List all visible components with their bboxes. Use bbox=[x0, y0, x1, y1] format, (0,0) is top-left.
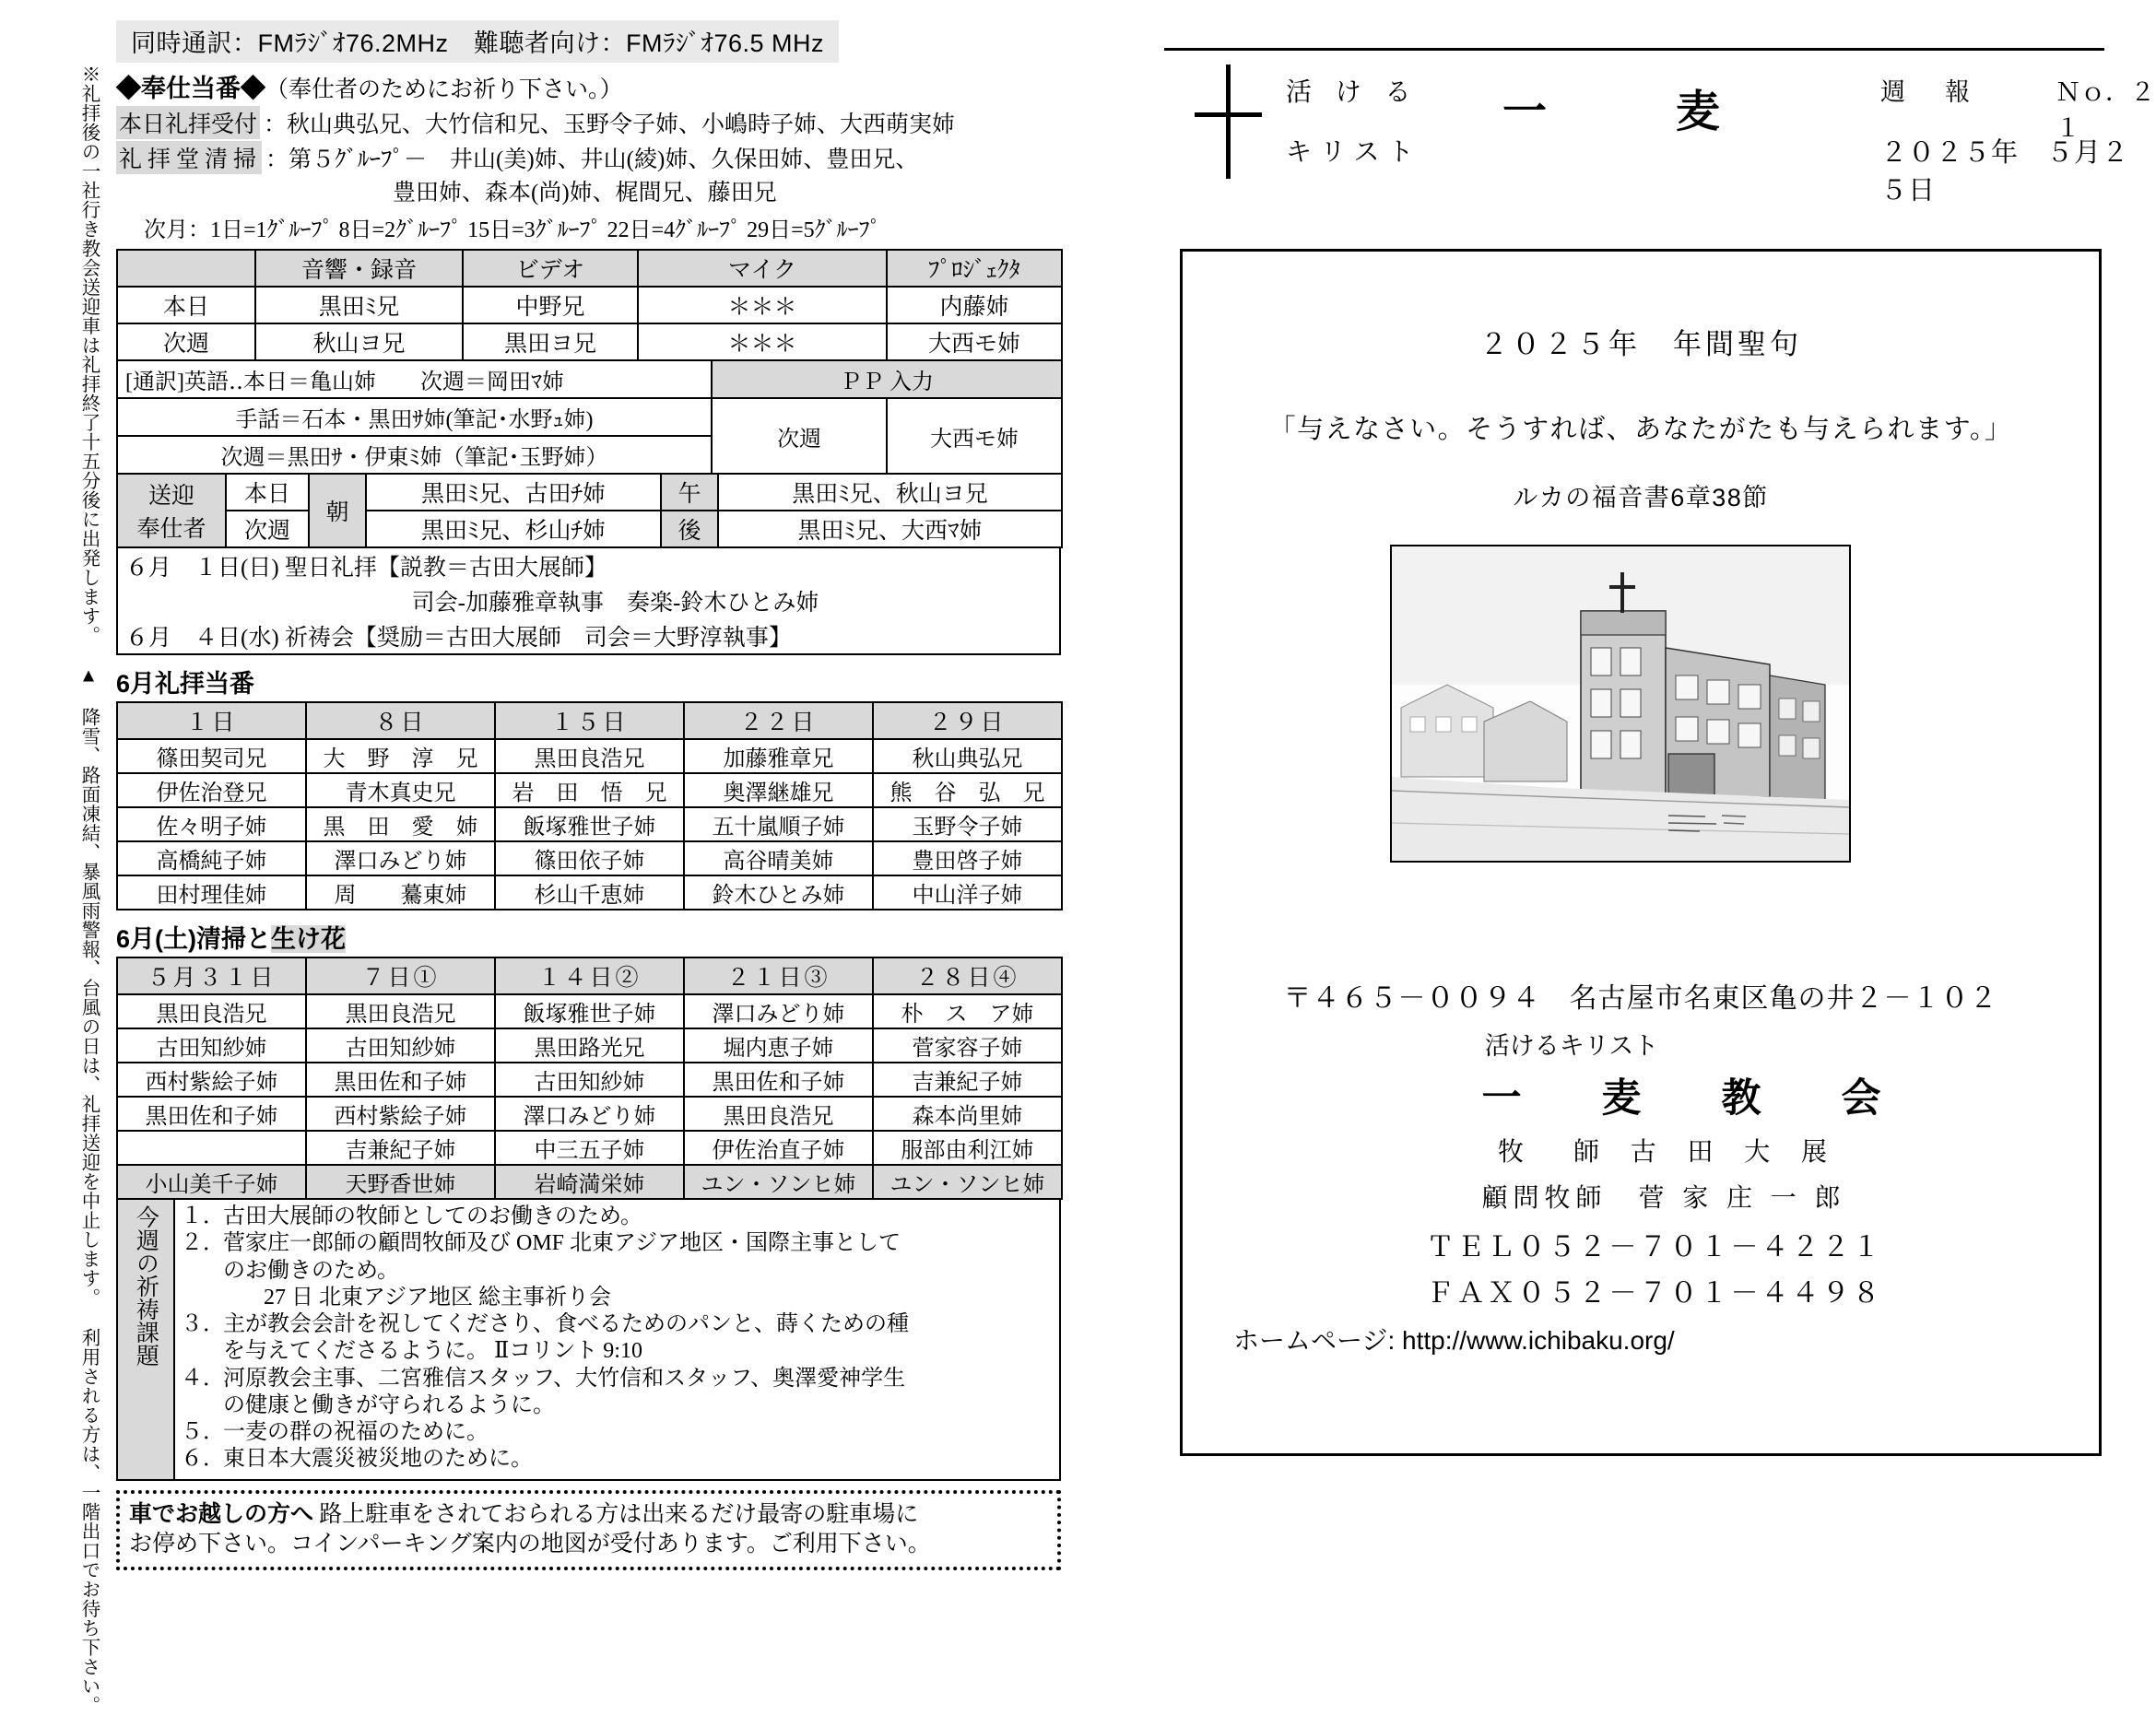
cell: 篠田契司兄 bbox=[117, 739, 306, 773]
transport-afternoon-label-2: 後 bbox=[661, 511, 718, 547]
transport-morning-today: 黒田ﾐ兄、古田ﾁ姉 bbox=[366, 474, 661, 511]
table-row bbox=[117, 994, 1062, 1028]
transport-table bbox=[116, 473, 1063, 548]
pp-input-label: 次週 bbox=[712, 398, 887, 474]
av-row-next bbox=[117, 323, 1062, 360]
cell: 澤口みどり姉 bbox=[306, 841, 495, 875]
av-row-today bbox=[117, 287, 1062, 323]
cell: 青木真史兄 bbox=[306, 773, 495, 807]
june-cleaning-header-4: ２１日③ bbox=[684, 957, 873, 994]
left-content bbox=[116, 20, 1061, 1570]
cell: 秋山典弘兄 bbox=[873, 739, 1062, 773]
av-row-next-mic: ＊＊＊ bbox=[638, 323, 887, 360]
cell: 熊 谷 弘 兄 bbox=[873, 773, 1062, 807]
prayer-text: 古田大展師の牧師としてのお働きのため。 bbox=[223, 1204, 643, 1228]
list-item bbox=[181, 1392, 1054, 1419]
av-row-today-sound: 黒田ﾐ兄 bbox=[255, 287, 463, 323]
june-cleaning-title-plain: 6月(土)清掃と bbox=[116, 925, 271, 953]
cell: 飯塚雅世子姉 bbox=[495, 807, 684, 841]
reception-label: 本日礼拝受付 bbox=[116, 106, 260, 139]
service-row-2 bbox=[117, 583, 1060, 618]
cell bbox=[117, 1131, 306, 1165]
cell: 豊田啓子姉 bbox=[873, 841, 1062, 875]
av-row-today-label: 本日 bbox=[117, 287, 255, 323]
list-item bbox=[181, 1311, 1054, 1338]
av-header-sound: 音響・録音 bbox=[255, 250, 463, 287]
prayer-num: ３． bbox=[181, 1312, 225, 1337]
advisor-pastor-name: 顧問牧師 菅 家 庄 一 郎 bbox=[1481, 1183, 1846, 1212]
car-notice-heading: 車でお越しの方へ bbox=[129, 1500, 314, 1527]
cell: 飯塚雅世子姉 bbox=[495, 994, 684, 1028]
duty-heading-text: ◆奉仕当番◆ bbox=[116, 75, 265, 102]
cell: 古田知紗姉 bbox=[306, 1028, 495, 1063]
prayer-num: ５． bbox=[181, 1420, 225, 1445]
cell: 黒田路光兄 bbox=[495, 1028, 684, 1063]
cleaning-label: 礼拝堂清掃 bbox=[116, 141, 262, 174]
transport-row-today bbox=[117, 474, 1062, 511]
church-building-sketch bbox=[1392, 546, 1849, 861]
table-row bbox=[117, 1097, 1062, 1131]
cross-icon-horizontal bbox=[1195, 112, 1262, 117]
cell: 西村紫絵子姉 bbox=[117, 1063, 306, 1097]
list-item bbox=[181, 1419, 1054, 1446]
church-telephone: ＴＥＬ０５２－７０１－４２２１ bbox=[1426, 1232, 1883, 1263]
header-divider-rule bbox=[1164, 48, 2104, 51]
prayer-topics-row bbox=[117, 1199, 1060, 1480]
cleaning-value: ：第５ｸﾞﾙｰﾌﾟ－ 井山(美)姉、井山(綾)姉、久保田姉、豊田兄、 bbox=[265, 147, 919, 172]
fm-radio-line: 同時通訳：FMﾗｼﾞｵ76.2MHz 難聴者向け：FMﾗｼﾞｵ76.5 MHz bbox=[116, 20, 839, 63]
cell: 中山洋子姉 bbox=[873, 875, 1062, 910]
list-item bbox=[181, 1446, 1054, 1473]
cell: 周 驀東姉 bbox=[306, 875, 495, 910]
cell: 黒田佐和子姉 bbox=[684, 1063, 873, 1097]
transport-label-line2: 奉仕者 bbox=[136, 517, 206, 542]
av-duty-table bbox=[116, 249, 1063, 361]
table-row bbox=[117, 773, 1062, 807]
cell: 天野香世姉 bbox=[306, 1165, 495, 1199]
interpreter-row-2 bbox=[117, 398, 1062, 436]
cell: 伊佐治直子姉 bbox=[684, 1131, 873, 1165]
reception-value: ：秋山典弘兄、大竹信和兄、玉野令子姉、小嶋時子姉、大西萌実姉 bbox=[264, 112, 956, 137]
prayer-text: 東日本大震災被災地のために。 bbox=[223, 1447, 533, 1472]
list-item bbox=[181, 1258, 1054, 1285]
transport-afternoon-today: 黒田ﾐ兄、秋山ヨ兄 bbox=[718, 474, 1062, 511]
cell: 杉山千恵姉 bbox=[495, 875, 684, 910]
cell: 黒田佐和子姉 bbox=[117, 1097, 306, 1131]
transport-today-label: 本日 bbox=[226, 474, 309, 511]
pp-input-value: 大西モ姉 bbox=[887, 398, 1062, 474]
june-worship-title: 6月礼拝当番 bbox=[116, 670, 255, 698]
church-building-photo bbox=[1390, 545, 1851, 863]
year-verse-reference: ルカの福音書6章38節 bbox=[1513, 484, 1769, 511]
cell: 黒田佐和子姉 bbox=[306, 1063, 495, 1097]
prayer-text: 河原教会主事、二宮雅信スタッフ、大竹信和スタッフ、奥澤愛神学生 bbox=[223, 1366, 906, 1391]
service-line-3: ６月 ４日(水) 祈祷会【奨励＝古田大展師 司会＝大野淳執事】 bbox=[117, 618, 1060, 654]
reception-row bbox=[116, 106, 1061, 139]
service-row-3 bbox=[117, 618, 1060, 654]
cleaning-value-cont: 豊田姉、森本(尚)姉、梶間兄、藤田兄 bbox=[393, 181, 777, 206]
transport-morning-label: 朝 bbox=[309, 474, 366, 547]
cell: 澤口みどり姉 bbox=[495, 1097, 684, 1131]
june-cleaning-header-3: １４日② bbox=[495, 957, 684, 994]
upcoming-services-box bbox=[116, 546, 1061, 655]
av-row-today-projector: 内藤姉 bbox=[887, 287, 1062, 323]
prayer-num: １． bbox=[181, 1204, 225, 1228]
cell: 岩崎満栄姉 bbox=[495, 1165, 684, 1199]
church-postal-address: 〒４６５－００９４ 名古屋市名東区亀の井２－１０２ bbox=[1283, 983, 1998, 1014]
av-header-blank bbox=[117, 250, 255, 287]
june-cleaning-header-1: ５月３１日 bbox=[117, 957, 306, 994]
bulletin-label: 週 報 bbox=[1880, 78, 1977, 106]
av-header-row bbox=[117, 250, 1062, 287]
transport-afternoon-next: 黒田ﾐ兄、大西ﾏ姉 bbox=[718, 511, 1062, 547]
table-row bbox=[117, 807, 1062, 841]
june-cleaning-header-2: ７日① bbox=[306, 957, 495, 994]
cell: 菅家容子姉 bbox=[873, 1028, 1062, 1063]
masthead-ikeru: 活 け る bbox=[1286, 77, 1420, 106]
list-item bbox=[181, 1338, 1054, 1365]
cell: 伊佐治登兄 bbox=[117, 773, 306, 807]
av-row-next-projector: 大西モ姉 bbox=[887, 323, 1062, 360]
cell: 西村紫絵子姉 bbox=[306, 1097, 495, 1131]
interpreter-line-3: 次週＝黒田ｻ・伊東ﾐ姉（筆記･玉野姉） bbox=[117, 436, 712, 474]
cell: 黒田良浩兄 bbox=[684, 1097, 873, 1131]
church-tagline: 活けるキリスト bbox=[1484, 1032, 1659, 1060]
interpreter-row-1 bbox=[117, 360, 1062, 398]
cross-icon-vertical bbox=[1226, 65, 1231, 179]
transport-next-label: 次週 bbox=[226, 511, 309, 547]
transport-label bbox=[117, 474, 226, 547]
cell: 篠田依子姉 bbox=[495, 841, 684, 875]
year-verse-text: 「与えなさい。そうすれば、あなたがたも与えられます。」 bbox=[1268, 415, 2013, 444]
pp-input-header: ＰＰ 入力 bbox=[712, 360, 1062, 398]
av-row-next-video: 黒田ヨ兄 bbox=[463, 323, 638, 360]
table-row bbox=[117, 875, 1062, 910]
cell: 黒田良浩兄 bbox=[306, 994, 495, 1028]
cell: 加藤雅章兄 bbox=[684, 739, 873, 773]
cell: 堀内恵子姉 bbox=[684, 1028, 873, 1063]
prayer-text: 一麦の群の祝福のために。 bbox=[223, 1420, 489, 1445]
church-website[interactable]: ホームページ: http://www.ichibaku.org/ bbox=[1233, 1326, 1675, 1355]
prayer-text: 主が教会会計を祝してくださり、食べるためのパンと、蒔くための種 bbox=[223, 1312, 909, 1337]
list-item bbox=[181, 1285, 1054, 1311]
av-row-today-video: 中野兄 bbox=[463, 287, 638, 323]
cell: 奥澤継雄兄 bbox=[684, 773, 873, 807]
june-worship-header-2: ８日 bbox=[306, 702, 495, 739]
masthead-kirisuto: キリスト bbox=[1286, 137, 1422, 166]
cell: ユン・ソンヒ姉 bbox=[684, 1165, 873, 1199]
table-row bbox=[117, 739, 1062, 773]
transport-row-next bbox=[117, 511, 1062, 547]
prayer-topics-table bbox=[116, 1198, 1061, 1481]
prayer-num: ２． bbox=[181, 1231, 225, 1256]
prayer-topics-list bbox=[181, 1204, 1054, 1474]
cell: 佐々明子姉 bbox=[117, 807, 306, 841]
cell: 黒田良浩兄 bbox=[117, 994, 306, 1028]
church-name: 一 麦 教 会 bbox=[1481, 1076, 1902, 1121]
av-header-mic: マイク bbox=[638, 250, 887, 287]
prayer-text: の健康と働きが守られるように。 bbox=[223, 1392, 555, 1417]
cell: 吉兼紀子姉 bbox=[873, 1063, 1062, 1097]
cell: 澤口みどり姉 bbox=[684, 994, 873, 1028]
vertical-side-note: ※礼拝後の一社行き教会送迎車は礼拝終了十五分後に出発します。 ▲ 降雪、路面凍結、暴風雨警報、台風の日は、礼拝送迎を中止します。 利用される方は、一階出口でお待ち下さい。 bbox=[78, 65, 99, 1715]
june-worship-header-1: １日 bbox=[117, 702, 306, 739]
june-worship-table bbox=[116, 701, 1063, 910]
next-month-groups: 次月：1日=1ｸﾞﾙｰﾌﾟ 8日=2ｸﾞﾙｰﾌﾟ 15日=3ｸﾞﾙｰﾌﾟ 22日=4ｸﾞﾙｰﾌﾟ 29日=5ｸﾞﾙｰﾌﾟ bbox=[144, 218, 881, 242]
transport-label-line1: 送迎 bbox=[147, 484, 194, 509]
table-row bbox=[117, 841, 1062, 875]
cell: 岩 田 悟 兄 bbox=[495, 773, 684, 807]
cell: 黒田良浩兄 bbox=[495, 739, 684, 773]
cell: 黒 田 愛 姉 bbox=[306, 807, 495, 841]
cell: 鈴木ひとみ姉 bbox=[684, 875, 873, 910]
june-cleaning-table bbox=[116, 957, 1063, 1200]
prayer-text: のお働きのため。 bbox=[223, 1258, 400, 1283]
list-item bbox=[181, 1204, 1054, 1230]
table-row bbox=[117, 1131, 1062, 1165]
cell: 古田知紗姉 bbox=[117, 1028, 306, 1063]
cell: 服部由利江姉 bbox=[873, 1131, 1062, 1165]
june-cleaning-title-highlight: 生け花 bbox=[271, 925, 346, 953]
prayer-side-label bbox=[117, 1199, 174, 1480]
car-notice-line-1: 路上駐車をされておられる方は出来るだけ最寄の駐車場に bbox=[319, 1501, 919, 1527]
cell: 田村理佳姉 bbox=[117, 875, 306, 910]
june-cleaning-header-5: ２８日④ bbox=[873, 957, 1062, 994]
cell: 古田知紗姉 bbox=[495, 1063, 684, 1097]
av-row-today-mic: ＊＊＊ bbox=[638, 287, 887, 323]
right-content-box bbox=[1180, 249, 2102, 1456]
list-item bbox=[181, 1230, 1054, 1257]
av-row-next-label: 次週 bbox=[117, 323, 255, 360]
cell: 小山美千子姉 bbox=[117, 1165, 306, 1199]
prayer-text: を与えてくださるように。 Ⅱコリント 9:10 bbox=[223, 1339, 642, 1364]
prayer-num: ６． bbox=[181, 1447, 225, 1472]
service-row-1 bbox=[117, 547, 1060, 583]
av-row-next-sound: 秋山ヨ兄 bbox=[255, 323, 463, 360]
table-row bbox=[117, 1063, 1062, 1097]
cell: 玉野令子姉 bbox=[873, 807, 1062, 841]
service-line-1: ６月 １日(日) 聖日礼拝【説教＝古田大展師】 bbox=[117, 547, 1060, 583]
list-item bbox=[181, 1366, 1054, 1392]
cell: 吉兼紀子姉 bbox=[306, 1131, 495, 1165]
bulletin-date: ２０２５年 ５月２５日 bbox=[1880, 138, 2130, 206]
interpreter-table bbox=[116, 359, 1063, 475]
prayer-side-label-text: 今週の祈祷課題 bbox=[133, 1205, 159, 1367]
transport-afternoon-label-1: 午 bbox=[661, 474, 718, 511]
cell: 森本尚里姉 bbox=[873, 1097, 1062, 1131]
av-header-video: ビデオ bbox=[463, 250, 638, 287]
duty-heading bbox=[116, 68, 1061, 104]
cell: 五十嵐順子姉 bbox=[684, 807, 873, 841]
transport-morning-next: 黒田ﾐ兄、杉山ﾁ姉 bbox=[366, 511, 661, 547]
june-worship-header-4: ２２日 bbox=[684, 702, 873, 739]
right-panel bbox=[1134, 0, 2156, 1523]
prayer-text: 27 日 北東アジア地区 総主事祈り会 bbox=[264, 1285, 612, 1310]
june-worship-header-row bbox=[117, 702, 1062, 739]
cell: 中三五子姉 bbox=[495, 1131, 684, 1165]
cell: 朴 ス ア姉 bbox=[873, 994, 1062, 1028]
table-row bbox=[117, 1028, 1062, 1063]
church-fax: ＦＡＸ０５２－７０１－４４９８ bbox=[1426, 1278, 1883, 1309]
cell: 高橋純子姉 bbox=[117, 841, 306, 875]
june-worship-header-3: １５日 bbox=[495, 702, 684, 739]
cleaning-row bbox=[116, 141, 1061, 174]
june-cleaning-header-row bbox=[117, 957, 1062, 994]
pastor-name: 牧 師 古 田 大 展 bbox=[1497, 1137, 1840, 1166]
prayer-topics-body bbox=[174, 1199, 1060, 1480]
bulletin-number: Ｎｏ．２１ bbox=[2056, 78, 2155, 142]
interpreter-line-1: [通訳]英語‥本日＝亀山姉 次週＝岡田ﾏ姉 bbox=[117, 360, 712, 398]
june-cleaning-title bbox=[116, 919, 1061, 955]
cell: 大 野 淳 兄 bbox=[306, 739, 495, 773]
service-line-2: 司会-加藤雅章執事 奏楽-鈴木ひとみ姉 bbox=[117, 583, 1060, 618]
prayer-num: ４． bbox=[181, 1366, 225, 1391]
car-parking-notice bbox=[116, 1490, 1061, 1570]
av-header-projector: ﾌﾟﾛｼﾞｪｸﾀ bbox=[887, 250, 1062, 287]
interpreter-line-2: 手話＝石本・黒田ｻ姉(筆記･水野ｭ姉) bbox=[117, 398, 712, 436]
flower-arrangement-row bbox=[117, 1165, 1062, 1199]
year-verse-title: ２０２５年 年間聖句 bbox=[1479, 328, 1802, 360]
duty-heading-note: （奉仕者のためにお祈り下さい。） bbox=[265, 77, 623, 102]
car-notice-line-2: お停め下さい。コインパーキング案内の地図が受付あります。ご利用下さい。 bbox=[129, 1531, 931, 1556]
june-worship-header-5: ２９日 bbox=[873, 702, 1062, 739]
cell: ユン・ソンヒ姉 bbox=[873, 1165, 1062, 1199]
prayer-text: 菅家庄一郎師の顧問牧師及び OMF 北東アジア地区・国際主事として bbox=[223, 1231, 901, 1256]
cell: 高谷晴美姉 bbox=[684, 841, 873, 875]
masthead-title: 一 麦 bbox=[1502, 88, 1763, 136]
